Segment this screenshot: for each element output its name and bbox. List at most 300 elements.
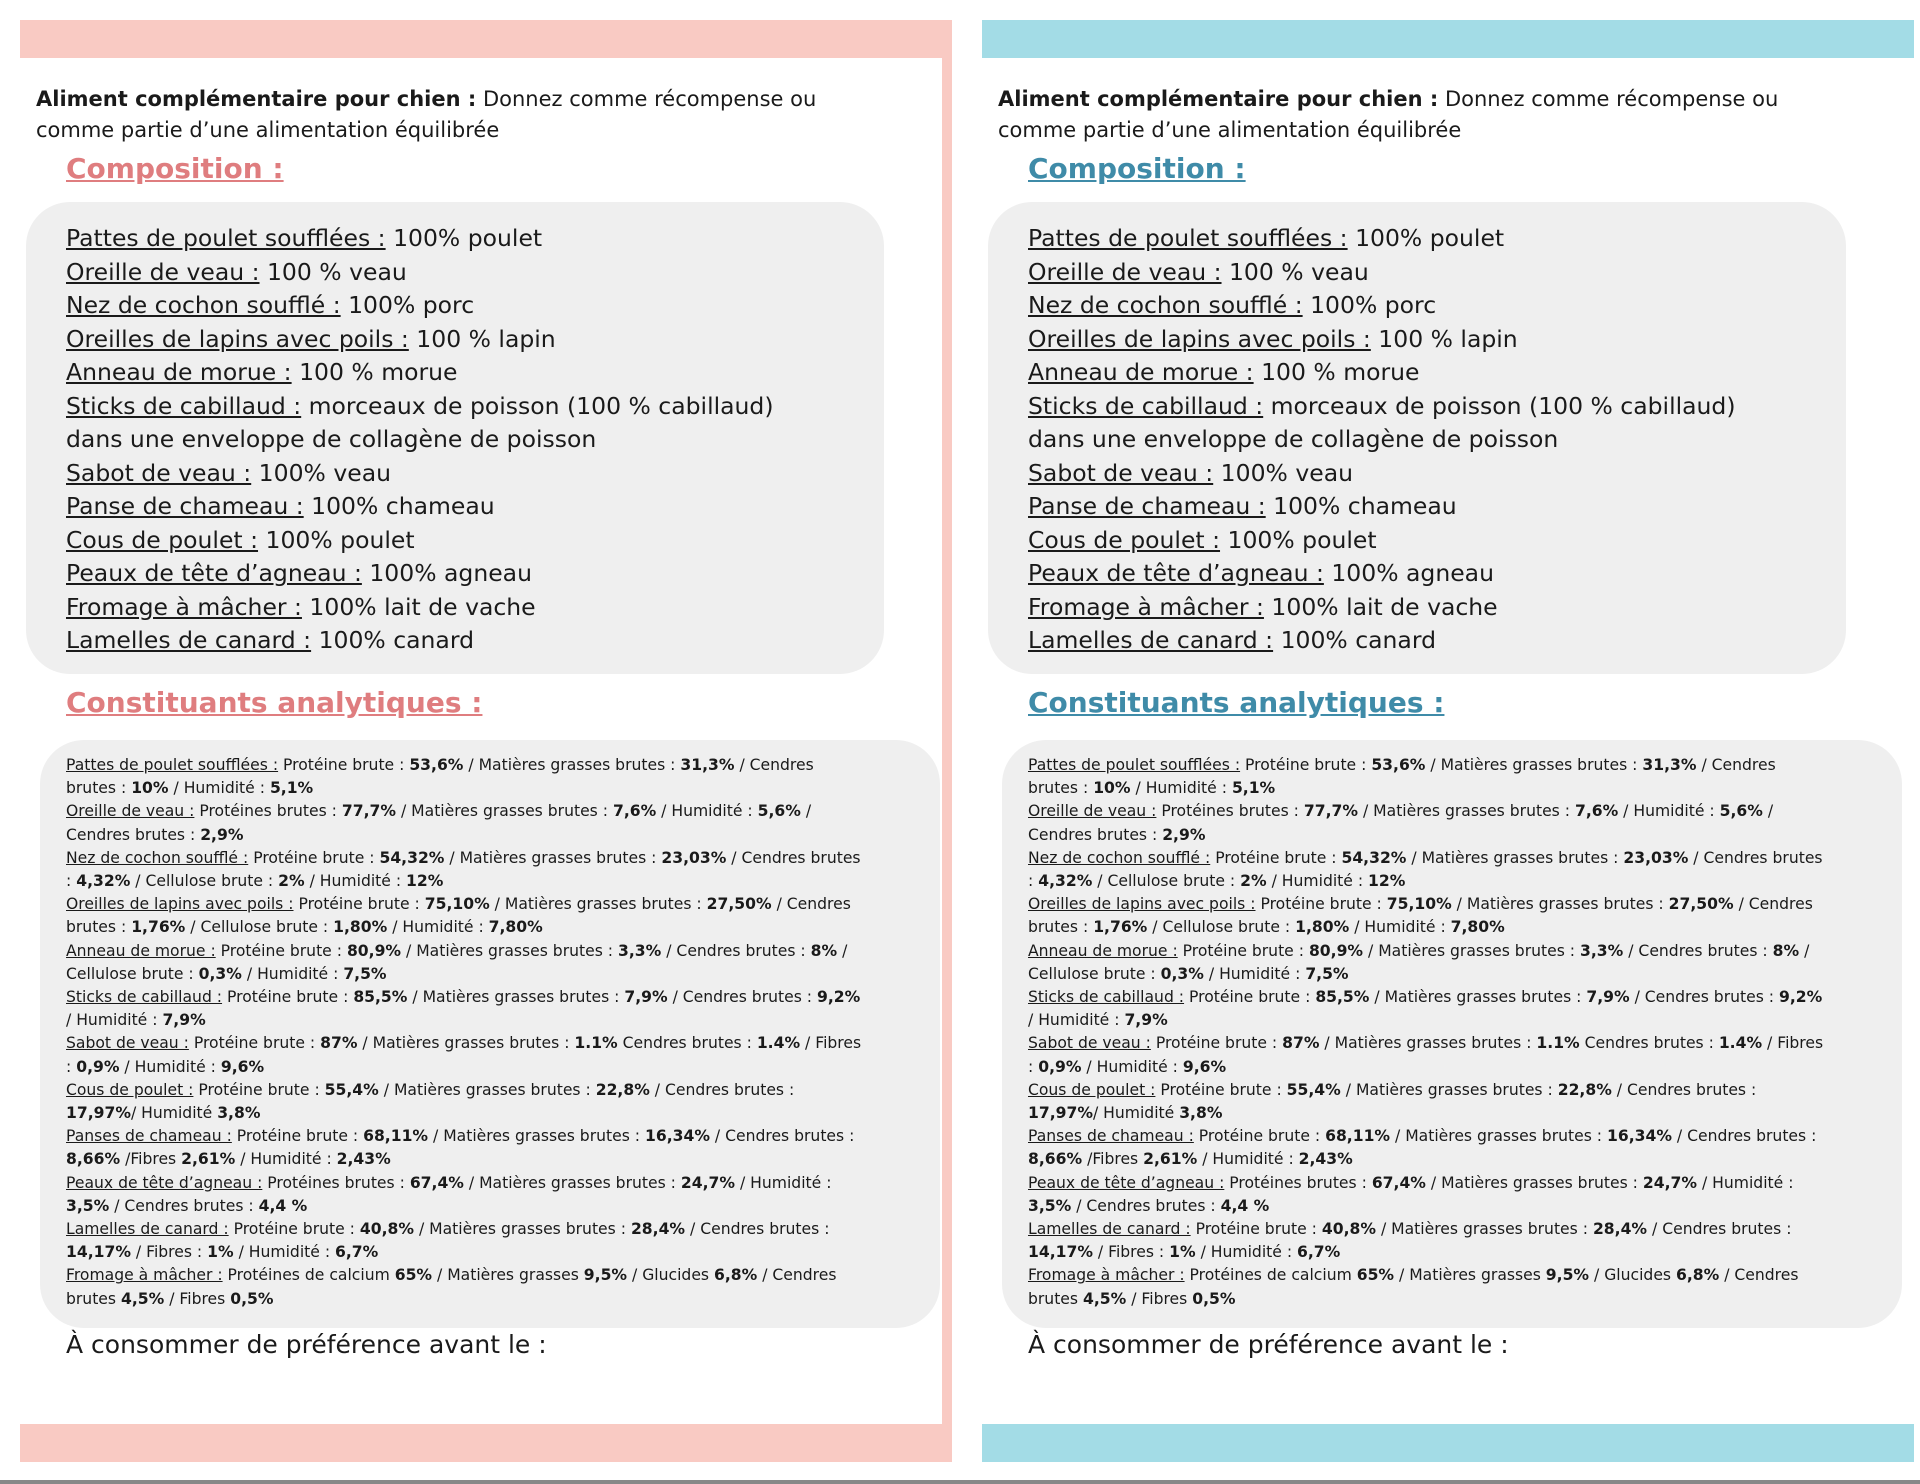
entry-name: Anneau de morue : [66, 941, 216, 960]
entry-text: / Fibres : [66, 1034, 862, 1076]
entry-text: / Matières grasses brutes : [1376, 1220, 1593, 1239]
entry-value: 85,5% [353, 988, 408, 1007]
entry-value: 31,3% [680, 756, 735, 774]
entry-text: Protéines brutes : [1156, 802, 1304, 821]
analytical-entry [1028, 1218, 1828, 1264]
analytical-entry [66, 1218, 866, 1264]
entry-value: 7,6% [612, 802, 657, 821]
entry-text: / Cendres brutes : [66, 895, 851, 937]
ingredient-name: Fromage à mâcher : [66, 592, 302, 621]
label-card-left [0, 0, 958, 1484]
entry-text: / Matières grasses brutes : [1406, 848, 1624, 867]
entry-value: 8% [810, 941, 838, 960]
entry-value: 2,61% [1143, 1150, 1198, 1169]
entry-value: 7,9% [624, 988, 668, 1007]
ingredient-name: Pattes de poulet soufflées : [66, 224, 386, 252]
analytical-entry [1028, 800, 1828, 846]
entry-value: 0,5% [1192, 1289, 1236, 1308]
entry-value: 17,97% [1028, 1104, 1093, 1123]
entry-name: Panses de chameau : [1028, 1127, 1194, 1146]
entry-name: Anneau de morue : [1028, 941, 1178, 960]
entry-text: / Cendres brutes : [66, 802, 812, 844]
entry-text: Protéine brute : [248, 848, 380, 867]
entry-text: Protéines brutes : [194, 802, 342, 821]
ingredient-value: 100 % lapin [408, 324, 556, 353]
ingredient-name: Oreilles de lapins avec poils : [1028, 324, 1371, 353]
entry-value: 3,5% [1028, 1196, 1072, 1215]
composition-item [1028, 524, 1736, 558]
entry-text: / Cendres brutes : [1028, 895, 1813, 937]
ingredient-name: Oreille de veau : [1028, 257, 1222, 286]
entry-name: Oreilles de lapins avec poils : [66, 895, 294, 914]
ingredient-name: Anneau de morue : [66, 358, 292, 386]
ingredient-value: 100% porc [1302, 291, 1437, 319]
entry-value: 2% [1240, 872, 1267, 891]
entry-value: 0,3% [1160, 964, 1204, 983]
entry-text: / Fibres : [130, 1243, 208, 1262]
entry-name: Peaux de tête d’agneau : [1028, 1173, 1225, 1192]
ingredient-name: Pattes de poulet soufflées : [1028, 224, 1348, 252]
composition-item [1028, 356, 1736, 390]
ingredient-value: 100% poulet [385, 224, 543, 252]
entry-text: / Humidité [1092, 1104, 1180, 1123]
entry-value: 16,34% [1607, 1127, 1672, 1146]
entry-name: Cous de poulet : [66, 1080, 194, 1099]
composition-item [66, 390, 774, 424]
entry-text: / Cendres brutes : [1611, 1080, 1757, 1099]
entry-text: / Humidité : [119, 1057, 221, 1076]
entry-value: 0,9% [76, 1057, 120, 1076]
entry-text: / Cendres brutes [66, 1266, 837, 1308]
composition-item [66, 423, 774, 457]
analytical-entry [1028, 893, 1828, 939]
ingredient-name: Panse de chameau : [1028, 492, 1266, 520]
entry-name: Peaux de tête d’agneau : [66, 1173, 263, 1192]
entry-value: 4,5% [1082, 1289, 1127, 1308]
entry-text: / Fibres : [1028, 1034, 1824, 1076]
entry-name: Sticks de cabillaud : [66, 988, 223, 1007]
ingredient-name: Sabot de veau : [1028, 458, 1214, 487]
entry-value: 5,6% [757, 802, 801, 821]
entry-text: / Matières grasses brutes : [463, 756, 681, 774]
entry-text: / Matières grasses brutes : [414, 1220, 631, 1239]
composition-item [1028, 390, 1736, 424]
composition-item [66, 557, 774, 591]
entry-value: 1.1% [574, 1034, 618, 1053]
entry-text: / Cendres brutes : [661, 941, 811, 960]
entry-value: 1,76% [131, 918, 186, 937]
ingredient-name: Sticks de cabillaud : [1028, 391, 1264, 420]
ingredient-name: Cous de poulet : [66, 525, 259, 554]
ingredient-name: Peaux de tête d’agneau : [66, 559, 362, 587]
ingredient-value: dans une enveloppe de collagène de poisson [1028, 425, 1559, 453]
entry-text: Protéine brute : [1240, 756, 1372, 774]
entry-text: / Fibres [164, 1289, 231, 1308]
entry-text: / Humidité : [1197, 1150, 1299, 1169]
analytical-entry [66, 986, 866, 1032]
analytical-entry [1028, 1264, 1828, 1310]
entry-name: Pattes de poulet soufflées : [66, 756, 279, 774]
entry-text: Protéine brute : [231, 1127, 364, 1146]
entry-text: / Humidité : [241, 964, 344, 983]
analytical-list [66, 754, 866, 1311]
composition-item [66, 323, 774, 357]
entry-value: 40,8% [359, 1220, 414, 1239]
entry-value: 1,80% [333, 918, 388, 937]
entry-name: Sabot de veau : [1028, 1034, 1151, 1053]
entry-text: / Matières grasses brutes : [1369, 988, 1587, 1007]
ingredient-name: Anneau de morue : [1028, 358, 1254, 386]
analytical-entry [1028, 1032, 1828, 1078]
composition-list [1028, 222, 1736, 658]
ingredient-value: 100 % morue [291, 358, 458, 386]
ingredient-value: 100 % veau [1221, 257, 1369, 286]
entry-value: 87% [1282, 1034, 1320, 1053]
top-color-band [982, 20, 1914, 58]
entry-text: / Cendres brutes : [1623, 941, 1773, 960]
entry-text: / Humidité [130, 1104, 218, 1123]
ingredient-value: 100% poulet [1347, 224, 1505, 252]
entry-text: / Humidité : [1203, 964, 1306, 983]
entry-text: Cendres brutes : [617, 1034, 757, 1053]
ingredient-value: 100% canard [311, 626, 474, 654]
entry-value: 14,17% [1028, 1243, 1093, 1262]
ingredient-value: 100% agneau [361, 559, 532, 587]
composition-item [1028, 423, 1736, 457]
entry-name: Oreilles de lapins avec poils : [1028, 895, 1256, 914]
ingredient-name: Oreille de veau : [66, 257, 260, 286]
entry-text: Cendres brutes : [1579, 1034, 1719, 1053]
entry-text: / Cendres brutes : [1028, 756, 1776, 798]
entry-text: / Cendres brutes : [667, 988, 817, 1007]
entry-text: / Matières grasses brutes : [401, 941, 619, 960]
entry-value: 80,9% [346, 941, 402, 960]
analytical-entry [1028, 986, 1828, 1032]
entry-value: 9,2% [817, 988, 861, 1007]
ingredient-name: Fromage à mâcher : [1028, 592, 1264, 621]
analytical-entry [66, 1032, 866, 1078]
entry-value: 53,6% [1371, 756, 1426, 774]
entry-value: 4,32% [1038, 872, 1093, 891]
entry-text: / Cellulose brute : [185, 918, 334, 937]
entry-value: 9,5% [583, 1266, 628, 1285]
entry-text: / Cendres brutes : [1028, 848, 1823, 891]
entry-value: 3,8% [217, 1104, 261, 1123]
composition-item [1028, 289, 1736, 323]
bottom-color-band [20, 1424, 952, 1462]
ingredient-value: 100% canard [1273, 626, 1436, 654]
entry-text: Protéine brute : [1150, 1034, 1283, 1053]
ingredient-value: 100% agneau [1323, 559, 1494, 587]
ingredient-value: 100% chameau [1265, 492, 1457, 520]
entry-value: 2,61% [181, 1150, 236, 1169]
entry-value: 14,17% [66, 1243, 131, 1262]
entry-value: 7,9% [1124, 1011, 1168, 1030]
entry-value: 7,80% [488, 918, 543, 937]
entry-value: 77,7% [1303, 802, 1359, 821]
entry-name: Lamelles de canard : [66, 1220, 229, 1239]
entry-value: 27,50% [1668, 895, 1734, 914]
ingredient-value: morceaux de poisson (100 % cabillaud) [1263, 391, 1736, 420]
entry-value: 1,80% [1295, 918, 1350, 937]
entry-value: 75,10% [424, 895, 490, 914]
composition-item [66, 256, 774, 290]
entry-text: / Cendres brutes : [66, 756, 814, 798]
ingredient-name: Cous de poulet : [1028, 525, 1221, 554]
analytical-entry [66, 1172, 866, 1218]
entry-text: / Humidité : [1349, 918, 1451, 937]
entry-value: 87% [320, 1034, 358, 1053]
ingredient-value: 100 % morue [1253, 358, 1420, 386]
ingredient-name: Nez de cochon soufflé : [66, 291, 341, 319]
entry-text: / Humidité : [656, 802, 758, 821]
entry-value: 7,5% [343, 964, 387, 983]
entry-text: Protéine brute : [215, 941, 347, 960]
analytical-entry [66, 754, 866, 800]
analytical-entry [66, 1125, 866, 1171]
entry-value: 24,7% [680, 1173, 735, 1192]
ingredient-value: 100% chameau [303, 492, 495, 520]
ingredient-name: Sabot de veau : [66, 458, 252, 487]
composition-heading: Composition : [66, 152, 284, 185]
analytical-entry [66, 847, 866, 893]
entry-text: / Matières grasses brutes : [357, 1034, 575, 1053]
entry-value: 7,9% [162, 1011, 206, 1030]
entry-text: / Humidité : [235, 1150, 337, 1169]
entry-text: Protéine brute : [1255, 895, 1387, 914]
entry-value: 40,8% [1321, 1220, 1376, 1239]
entry-text: / Matières grasses brutes : [1451, 895, 1669, 914]
analytical-entry [1028, 940, 1828, 986]
entry-value: 67,4% [409, 1173, 464, 1192]
entry-text: Protéine brute : [228, 1220, 360, 1239]
entry-value: 1% [207, 1243, 234, 1262]
side-color-stripe [942, 20, 952, 1462]
intro-text: Aliment complémentaire pour chien : Donnez comme récompense ou comme partie d’une alimentation équilibrée [998, 87, 1779, 142]
entry-name: Oreille de veau : [66, 802, 195, 821]
entry-value: 6,7% [335, 1243, 379, 1262]
composition-item [1028, 591, 1736, 625]
entry-name: Cous de poulet : [1028, 1080, 1156, 1099]
entry-text: / Humidité : [1130, 779, 1232, 798]
entry-name: Sticks de cabillaud : [1028, 988, 1185, 1007]
entry-text: Protéine brute : [1190, 1220, 1322, 1239]
entry-text: Protéine brute : [188, 1034, 321, 1053]
entry-text: / Matières grasses [432, 1266, 584, 1285]
entry-value: 12% [406, 872, 444, 891]
bottom-color-band [982, 1424, 1914, 1462]
entry-value: 2% [278, 872, 305, 891]
entry-value: 3,3% [618, 941, 662, 960]
entry-text: / Humidité : [1618, 802, 1720, 821]
entry-value: 10% [131, 779, 169, 798]
ingredient-name: Peaux de tête d’agneau : [1028, 559, 1324, 587]
entry-text: / Cendres brutes : [109, 1196, 259, 1215]
entry-text: / Humidité : [387, 918, 489, 937]
analytical-entry [1028, 847, 1828, 893]
entry-text: Protéine brute : [1177, 941, 1309, 960]
entry-text: / Cellulose brute : [1028, 941, 1810, 983]
entry-value: 5,1% [1231, 779, 1276, 798]
entry-text: / Humidité : [66, 1011, 163, 1030]
entry-text: / Humidité : [168, 779, 270, 798]
entry-text: / Cellulose brute : [1092, 872, 1241, 891]
analytical-entry [1028, 1172, 1828, 1218]
entry-value: 1,76% [1093, 918, 1148, 937]
composition-item [1028, 457, 1736, 491]
entry-text: / Cendres brutes : [649, 1080, 795, 1099]
entry-value: 67,4% [1371, 1173, 1426, 1192]
entry-value: 8,66% [1028, 1150, 1083, 1169]
entry-value: 6,8% [1676, 1266, 1720, 1285]
analytical-entry [66, 800, 866, 846]
entry-value: 7,9% [1586, 988, 1630, 1007]
composition-item [1028, 222, 1736, 256]
entry-value: 22,8% [1557, 1080, 1612, 1099]
entry-text: / Humidité : [304, 872, 407, 891]
entry-text: / Matières grasses brutes : [428, 1127, 645, 1146]
entry-text: / Fibres [1126, 1289, 1193, 1308]
entry-text: / Matières grasses brutes : [1358, 802, 1575, 821]
composition-item [1028, 557, 1736, 591]
entry-value: 27,50% [706, 895, 772, 914]
entry-text: / Matières grasses [1394, 1266, 1546, 1285]
ingredient-name: Lamelles de canard : [1028, 626, 1274, 654]
entry-text: / Cendres brutes : [1647, 1220, 1792, 1239]
entry-value: 5,6% [1719, 802, 1763, 821]
entry-text: / Humidité : [1195, 1243, 1298, 1262]
entry-text: Protéine brute : [1210, 848, 1342, 867]
ingredient-value: 100% veau [1213, 458, 1353, 487]
entry-name: Panses de chameau : [66, 1127, 232, 1146]
ingredient-value: 100% poulet [1220, 525, 1377, 554]
entry-text: Protéine brute : [293, 895, 425, 914]
entry-text: / Humidité : [233, 1243, 336, 1262]
entry-text: / Humidité : [1028, 1011, 1125, 1030]
entry-text: / Matières grasses brutes : [1363, 941, 1581, 960]
entry-text: / Matières grasses brutes : [1425, 756, 1643, 774]
composition-item [66, 356, 774, 390]
entry-text: / Glucides [1589, 1266, 1676, 1285]
entry-text: / Cendres brutes : [709, 1127, 855, 1146]
entry-value: 3,8% [1179, 1104, 1223, 1123]
entry-text: Protéines de calcium [222, 1266, 395, 1285]
entry-text: Protéine brute : [278, 756, 410, 774]
ingredient-value: 100% lait de vache [1263, 592, 1498, 621]
entry-value: 9,6% [1182, 1057, 1227, 1076]
entry-text: / Cendres brutes : [1028, 802, 1774, 844]
analytical-heading: Constituants analytiques : [1028, 686, 1445, 719]
entry-value: 2,9% [200, 825, 244, 844]
entry-text: / Cellulose brute : [1147, 918, 1296, 937]
entry-name: Nez de cochon soufflé : [66, 848, 249, 867]
page-bottom-rule [0, 1480, 1920, 1484]
entry-value: 8% [1772, 941, 1800, 960]
entry-value: 3,5% [66, 1196, 110, 1215]
composition-item [1028, 256, 1736, 290]
entry-value: 7,6% [1574, 802, 1619, 821]
ingredient-value: morceaux de poisson (100 % cabillaud) [301, 391, 774, 420]
entry-value: 65% [394, 1266, 433, 1285]
entry-text: Protéine brute : [1193, 1127, 1326, 1146]
ingredient-value: 100% lait de vache [301, 592, 536, 621]
entry-text: / Cendres brutes : [66, 848, 861, 891]
composition-item [66, 524, 774, 558]
analytical-entry [66, 1079, 866, 1125]
entry-value: 23,03% [1623, 848, 1689, 867]
entry-name: Fromage à mâcher : [1028, 1266, 1185, 1285]
entry-value: 9,6% [220, 1057, 265, 1076]
entry-text: / Cellulose brute : [130, 872, 279, 891]
entry-text: / Matières grasses brutes : [489, 895, 707, 914]
label-card-right [962, 0, 1920, 1484]
entry-value: 22,8% [595, 1080, 650, 1099]
entry-value: 80,9% [1308, 941, 1364, 960]
entry-text: / Matières grasses brutes : [1390, 1127, 1607, 1146]
analytical-entry [1028, 1079, 1828, 1125]
entry-value: 7,80% [1450, 918, 1505, 937]
entry-value: 31,3% [1642, 756, 1697, 774]
entry-value: 23,03% [661, 848, 727, 867]
entry-value: 75,10% [1386, 895, 1452, 914]
entry-text: / Matières grasses brutes : [378, 1080, 596, 1099]
entry-text: /Fibres [120, 1150, 182, 1169]
entry-text: / Matières grasses brutes : [463, 1173, 681, 1192]
entry-text: / Humidité : [1081, 1057, 1183, 1076]
analytical-entry [66, 893, 866, 939]
ingredient-value: 100% poulet [258, 525, 415, 554]
entry-value: 1.1% [1536, 1034, 1580, 1053]
entry-value: 1% [1169, 1243, 1196, 1262]
entry-text: /Fibres [1082, 1150, 1144, 1169]
entry-name: Lamelles de canard : [1028, 1220, 1191, 1239]
entry-text: / Matières grasses brutes : [1425, 1173, 1643, 1192]
composition-item [66, 457, 774, 491]
entry-value: 54,32% [379, 848, 445, 867]
analytical-entry [1028, 1125, 1828, 1171]
entry-name: Pattes de poulet soufflées : [1028, 756, 1241, 774]
entry-name: Fromage à mâcher : [66, 1266, 223, 1285]
analytical-heading: Constituants analytiques : [66, 686, 483, 719]
entry-text: / Matières grasses brutes : [407, 988, 625, 1007]
entry-value: 3,3% [1580, 941, 1624, 960]
composition-item [66, 624, 774, 658]
entry-name: Sabot de veau : [66, 1034, 189, 1053]
entry-value: 17,97% [66, 1104, 131, 1123]
entry-text: / Matières grasses brutes : [1319, 1034, 1537, 1053]
composition-item [66, 490, 774, 524]
composition-item [1028, 490, 1736, 524]
entry-text: / Matières grasses brutes : [444, 848, 662, 867]
entry-text: / Cendres brutes : [1629, 988, 1779, 1007]
composition-item [66, 289, 774, 323]
entry-name: Nez de cochon soufflé : [1028, 848, 1211, 867]
entry-text: / Cendres brutes [1028, 1266, 1799, 1308]
ingredient-value: 100 % veau [259, 257, 407, 286]
entry-value: 1.4% [756, 1034, 801, 1053]
ingredient-name: Sticks de cabillaud : [66, 391, 302, 420]
analytical-list [1028, 754, 1828, 1311]
entry-value: 54,32% [1341, 848, 1407, 867]
entry-value: 55,4% [324, 1080, 379, 1099]
entry-name: Oreille de veau : [1028, 802, 1157, 821]
entry-value: 4,32% [76, 872, 131, 891]
entry-value: 10% [1093, 779, 1131, 798]
entry-text: / Humidité : [1266, 872, 1369, 891]
entry-text: / Cendres brutes : [685, 1220, 830, 1239]
entry-value: 68,11% [1325, 1127, 1391, 1146]
entry-text: Protéines de calcium [1184, 1266, 1357, 1285]
